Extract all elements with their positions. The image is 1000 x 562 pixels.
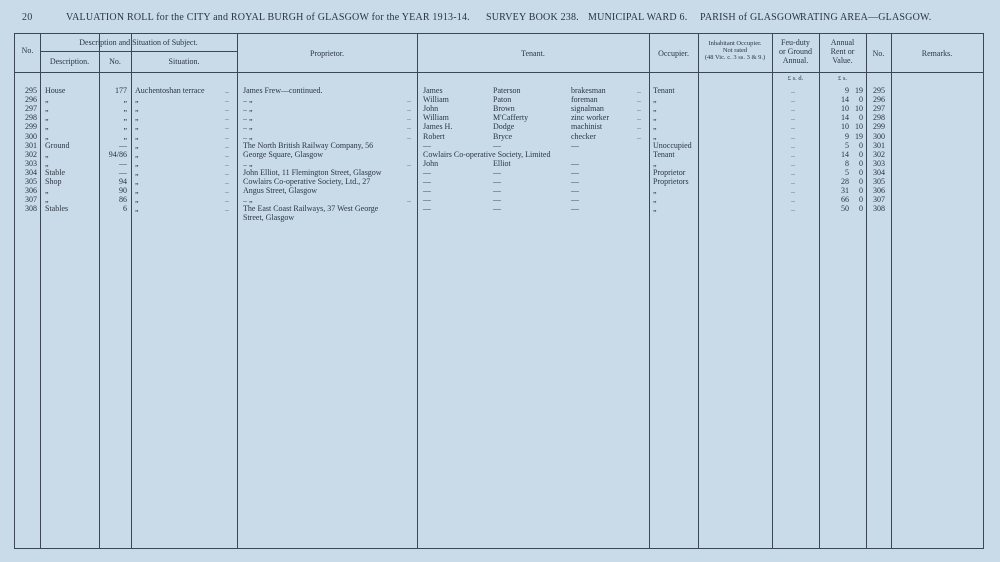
cell-sit-dots: .. [225, 104, 229, 114]
cell-occupier: „ [653, 104, 657, 114]
cell-t-first: John [423, 104, 439, 114]
cell-no2: 298 [873, 113, 885, 123]
header-rent-2: Rent or [830, 47, 855, 56]
cell-t-first: — [423, 167, 431, 177]
cell-rent-l: 9 [845, 86, 849, 95]
cell-desc: Stables [45, 204, 69, 214]
cell-t-first: James H. [423, 122, 453, 132]
header-description-group: Description and Situation of Subject. [79, 38, 198, 47]
cell-desc: „ [45, 104, 49, 114]
table-row [15, 204, 985, 213]
cell-no2: 299 [873, 122, 885, 132]
cell-feu: .. [791, 177, 795, 186]
header-number: No. [109, 57, 121, 66]
table-row [15, 95, 985, 104]
page-number: 20 [22, 12, 33, 23]
cell-feu: .. [791, 104, 795, 114]
cell-desc: Shop [45, 177, 62, 186]
cell-no2: 306 [873, 186, 885, 196]
cell-desc: „ [45, 158, 49, 168]
cell-prop: .. „ [243, 113, 253, 123]
rent-units: £ s. [837, 75, 848, 82]
cell-t-occ: — [571, 167, 579, 177]
cell-t-first: John [423, 158, 439, 168]
cell-prop: Angus Street, Glasgow [243, 186, 317, 196]
cell-no: 299 [25, 122, 37, 132]
cell-occupier: Proprietor [653, 167, 686, 177]
cell-t-dots: .. [637, 122, 641, 132]
cell-t-first: William [423, 113, 449, 123]
cell-occupier: „ [653, 95, 657, 105]
cell-t-last: Elliot [493, 158, 511, 168]
cell-occupier: „ [653, 186, 657, 196]
cell-rent-l: 50 [841, 204, 849, 214]
cell-no: 303 [25, 158, 37, 168]
cell-num: „ [123, 95, 127, 105]
cell-no2: 300 [873, 131, 885, 141]
cell-prop-dots: .. [407, 113, 411, 123]
cell-t-last: Paton [493, 95, 512, 105]
cell-rent-l: 14 [841, 95, 849, 105]
cell-no2: 296 [873, 95, 885, 105]
cell-t-occ: — [571, 195, 579, 205]
cell-t-occ: checker [571, 131, 596, 141]
table-row [15, 150, 985, 159]
cell-no: 306 [25, 186, 37, 196]
cell-t-last: M'Cafferty [493, 113, 529, 123]
cell-feu: .. [791, 149, 795, 159]
cell-prop-dots: .. [407, 195, 411, 205]
table-row [15, 186, 985, 195]
cell-prop: .. „ [243, 158, 253, 168]
cell-num: 86 [119, 195, 127, 205]
cell-num: — [119, 158, 127, 168]
cell-sit-dots: .. [225, 122, 229, 132]
cell-feu: .. [791, 86, 795, 95]
cell-num: — [119, 167, 127, 177]
cell-no: 302 [25, 149, 37, 159]
cell-t-dots: .. [637, 104, 641, 114]
header-inhabitant-2: Not rated [722, 47, 748, 54]
header-feu-3: Annual. [782, 56, 809, 65]
cell-t-last: — [493, 186, 501, 196]
header-rule [15, 72, 983, 73]
cell-t-last: Paterson [493, 86, 521, 95]
cell-num: 94 [119, 177, 127, 186]
cell-t-occ: foreman [571, 95, 598, 105]
cell-rent-s: 10 [855, 122, 863, 132]
feu-units: £ s. d. [787, 75, 804, 82]
cell-desc: „ [45, 122, 49, 132]
cell-t-occ: — [571, 186, 579, 196]
cell-no2: 307 [873, 195, 885, 205]
cell-t-last: — [493, 195, 501, 205]
header-rent-1: Annual [830, 38, 855, 47]
cell-rent-s: 0 [859, 204, 863, 214]
cell-no: 300 [25, 131, 37, 141]
table-row [15, 195, 985, 204]
cell-prop: John Elliot, 11 Flemington Street, Glasgow [243, 167, 382, 177]
cell-occupier: „ [653, 195, 657, 205]
cell-rent-l: 10 [841, 122, 849, 132]
cell-feu: .. [791, 140, 795, 150]
cell-sit-dots: .. [225, 195, 229, 205]
cell-no2: 304 [873, 167, 885, 177]
header-no-right: No. [872, 49, 885, 58]
cell-prop: .. „ [243, 95, 253, 105]
cell-sit: „ [135, 177, 139, 186]
cell-rent-l: 28 [841, 177, 849, 186]
cell-t-occ: signalman [571, 104, 604, 114]
cell-t-dots: .. [637, 86, 641, 95]
cell-t-last: — [493, 167, 501, 177]
table-row [15, 122, 985, 131]
cell-prop-dots: .. [407, 104, 411, 114]
cell-sit-dots: .. [225, 140, 229, 150]
table-row [15, 132, 985, 141]
cell-desc: „ [45, 113, 49, 123]
table-row [15, 213, 985, 222]
cell-num: „ [123, 113, 127, 123]
cell-t-occ: brakesman [571, 86, 606, 95]
cell-no2: 295 [873, 86, 885, 95]
cell-t-occ: — [571, 158, 579, 168]
cell-sit: „ [135, 140, 139, 150]
cell-feu: .. [791, 95, 795, 105]
cell-occupier: Tenant [653, 86, 675, 95]
cell-feu: .. [791, 122, 795, 132]
cell-prop-dots: .. [407, 158, 411, 168]
cell-t-first: — [423, 186, 431, 196]
cell-sit: „ [135, 104, 139, 114]
cell-sit-dots: .. [225, 113, 229, 123]
header-feu-2: or Ground [778, 47, 813, 56]
cell-no2: 297 [873, 104, 885, 114]
cell-occupier: Unoccupied [653, 140, 692, 150]
cell-prop-dots: .. [407, 122, 411, 132]
cell-sit: „ [135, 95, 139, 105]
cell-rent-s: 0 [859, 158, 863, 168]
cell-sit-dots: .. [225, 131, 229, 141]
cell-prop: .. „ [243, 104, 253, 114]
cell-feu: .. [791, 195, 795, 205]
cell-sit-dots: .. [225, 158, 229, 168]
header-situation: Situation. [168, 57, 200, 66]
cell-prop: Cowlairs Co-operative Society, Ltd., 27 [243, 177, 371, 186]
cell-rent-s: 19 [855, 131, 863, 141]
cell-t-first: — [423, 195, 431, 205]
cell-rent-l: 8 [845, 158, 849, 168]
cell-desc: „ [45, 131, 49, 141]
cell-rent-s: 0 [859, 177, 863, 186]
cell-rent-l: 14 [841, 149, 849, 159]
table-row [15, 168, 985, 177]
cell-rent-s: 0 [859, 95, 863, 105]
header-occupier: Occupier. [658, 49, 689, 58]
cell-no: 305 [25, 177, 37, 186]
cell-t-last: — [493, 177, 501, 186]
cell-rent-s: 0 [859, 167, 863, 177]
cell-occupier: Tenant [653, 149, 675, 159]
cell-t-occ: — [571, 140, 579, 150]
cell-t-occ: — [571, 204, 579, 214]
cell-no: 295 [25, 86, 37, 95]
cell-prop: The East Coast Railways, 37 West George [243, 204, 379, 214]
cell-num: „ [123, 122, 127, 132]
cell-rent-s: 0 [859, 140, 863, 150]
cell-no: 307 [25, 195, 37, 205]
cell-sit-dots: .. [225, 186, 229, 196]
cell-rent-s: 10 [855, 104, 863, 114]
cell-no2: 301 [873, 140, 885, 150]
cell-rent-l: 10 [841, 104, 849, 114]
cell-occupier: „ [653, 131, 657, 141]
cell-rent-s: 0 [859, 186, 863, 196]
cell-prop: .. „ [243, 131, 253, 141]
cell-no: 301 [25, 140, 37, 150]
cell-feu: .. [791, 186, 795, 196]
cell-sit-dots: .. [225, 204, 229, 214]
cell-t-first: William [423, 95, 449, 105]
cell-no: 308 [25, 204, 37, 214]
cell-num: „ [123, 104, 127, 114]
cell-sit-dots: .. [225, 177, 229, 186]
header-feu-1: Feu-duty [781, 38, 810, 47]
cell-sit-dots: .. [225, 149, 229, 159]
cell-desc: „ [45, 186, 49, 196]
cell-num: „ [123, 131, 127, 141]
cell-desc: Stable [45, 167, 65, 177]
cell-sit: „ [135, 122, 139, 132]
cell-feu: .. [791, 204, 795, 214]
cell-t-first: — [423, 140, 431, 150]
cell-num: 94/86 [108, 149, 127, 159]
survey-book: SURVEY BOOK 238. [486, 12, 579, 23]
cell-num: 90 [119, 186, 127, 196]
cell-t-last: Brown [493, 104, 515, 114]
cell-t-first: Cowlairs Co-operative Society, Limited [423, 149, 551, 159]
cell-t-first: — [423, 177, 431, 186]
cell-sit: „ [135, 186, 139, 196]
cell-sit: „ [135, 113, 139, 123]
cell-occupier: „ [653, 113, 657, 123]
header-remarks: Remarks. [921, 49, 953, 58]
cell-feu: .. [791, 167, 795, 177]
header-tenant: Tenant. [521, 49, 545, 58]
cell-num: 177 [115, 86, 127, 95]
cell-t-dots: .. [637, 113, 641, 123]
table-row [15, 177, 985, 186]
table-row [15, 86, 985, 95]
cell-t-last: Dodge [493, 122, 515, 132]
cell-feu: .. [791, 113, 795, 123]
cell-num: — [119, 140, 127, 150]
cell-prop: James Frew—continued. [243, 86, 323, 95]
cell-sit: Auchentoshan terrace [135, 86, 205, 95]
cell-rent-s: 19 [855, 86, 863, 95]
cell-occupier: Proprietors [653, 177, 689, 186]
cell-rent-s: 0 [859, 149, 863, 159]
cell-prop: The North British Railway Company, 56 [243, 140, 374, 150]
header-inhabitant-1: Inhabitant Occupier. [708, 40, 762, 47]
cell-t-first: Robert [423, 131, 445, 141]
header-inhabitant-3: (48 Vic. c. 3 ss. 3 & 9.) [704, 54, 766, 61]
rating-area: RATING AREA—GLASGOW. [800, 12, 932, 23]
table-row [15, 113, 985, 122]
cell-t-last: Bryce [493, 131, 513, 141]
cell-desc: House [45, 86, 66, 95]
cell-sit: „ [135, 167, 139, 177]
table-row [15, 159, 985, 168]
cell-sit-dots: .. [225, 95, 229, 105]
page-header [0, 12, 1000, 28]
cell-no: 297 [25, 104, 37, 114]
cell-no2: 303 [873, 158, 885, 168]
cell-t-first: James [423, 86, 443, 95]
cell-rent-s: 0 [859, 195, 863, 205]
cell-rent-l: 9 [845, 131, 849, 141]
cell-sit: „ [135, 195, 139, 205]
table-row [15, 141, 985, 150]
cell-no: 296 [25, 95, 37, 105]
cell-desc: Ground [45, 140, 70, 150]
cell-desc: „ [45, 95, 49, 105]
cell-num: 6 [123, 204, 127, 214]
cell-desc: „ [45, 149, 49, 159]
cell-rent-l: 5 [845, 140, 849, 150]
table-row [15, 104, 985, 113]
header-rule [40, 51, 237, 52]
header-description: Description. [49, 57, 90, 66]
cell-feu: .. [791, 131, 795, 141]
cell-prop-dots: .. [407, 95, 411, 105]
cell-prop: .. „ [243, 195, 253, 205]
cell-t-dots: .. [637, 95, 641, 105]
cell-prop: Street, Glasgow [243, 213, 295, 223]
cell-sit: „ [135, 149, 139, 159]
cell-rent-l: 66 [841, 195, 849, 205]
cell-feu: .. [791, 158, 795, 168]
cell-prop: .. „ [243, 122, 253, 132]
parish: PARISH of GLASGOW. [700, 12, 804, 23]
cell-t-first: — [423, 204, 431, 214]
cell-occupier: „ [653, 158, 657, 168]
header-rent-3: Value. [832, 56, 853, 65]
cell-no: 304 [25, 167, 37, 177]
valuation-table [14, 33, 984, 549]
cell-t-occ: machinist [571, 122, 603, 132]
cell-t-last: — [493, 140, 501, 150]
cell-rent-s: 0 [859, 113, 863, 123]
cell-rent-l: 14 [841, 113, 849, 123]
cell-t-dots: .. [637, 131, 641, 141]
cell-occupier: „ [653, 122, 657, 132]
header-proprietor: Proprietor. [310, 49, 344, 58]
cell-sit-dots: .. [225, 86, 229, 95]
cell-sit: „ [135, 131, 139, 141]
cell-no2: 305 [873, 177, 885, 186]
cell-prop-dots: .. [407, 131, 411, 141]
cell-rent-l: 5 [845, 167, 849, 177]
cell-sit-dots: .. [225, 167, 229, 177]
roll-title: VALUATION ROLL for the CITY and ROYAL BURGH of GLASGOW for the YEAR 1913-14. [66, 12, 470, 23]
cell-no: 298 [25, 113, 37, 123]
cell-sit: „ [135, 158, 139, 168]
cell-sit: „ [135, 204, 139, 214]
cell-no2: 308 [873, 204, 885, 214]
cell-desc: „ [45, 195, 49, 205]
header-no: No. [21, 46, 34, 55]
cell-no2: 302 [873, 149, 885, 159]
cell-rent-l: 31 [841, 186, 849, 196]
municipal-ward: MUNICIPAL WARD 6. [588, 12, 688, 23]
cell-t-occ: — [571, 177, 579, 186]
cell-t-last: — [493, 204, 501, 214]
cell-occupier: „ [653, 204, 657, 214]
cell-t-occ: zinc worker [571, 113, 609, 123]
cell-prop: George Square, Glasgow [243, 149, 324, 159]
